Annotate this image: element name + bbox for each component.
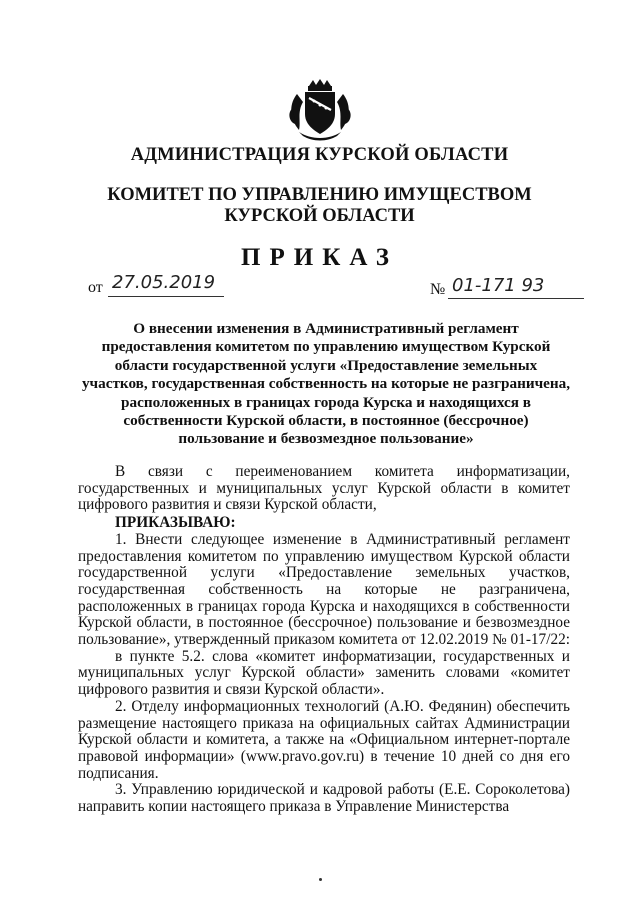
coat-of-arms-emblem (287, 78, 353, 142)
body-text (78, 464, 570, 816)
subject-line: пользование и безвозмездное пользование» (178, 430, 474, 448)
order-word: ПРИКАЗЫВАЮ: (115, 514, 236, 532)
item-1-subparagraph: в пункте 5.2. слова «комитет информатизации, государственных и муниципальных услуг Курской области» заменить словами «комитет цифрового развития и связи Курской области». (78, 647, 570, 699)
subject-line: участков, государственная собственность на которые не разграничена, (81, 375, 571, 393)
subject-line: собственности Курской области, в постоянное (бессрочное) (123, 412, 529, 430)
document-type-title: ПРИКАЗ (241, 244, 398, 271)
date-value: 27.05.2019 (112, 272, 216, 293)
number-underline (448, 298, 584, 299)
intro-paragraph: В связи с переименованием комитета информатизации, государственных и муниципальных услуг Курской области в комитет цифрового развития и связи Курской области, (78, 463, 570, 514)
item-3-paragraph: 3. Управлению юридической и кадровой работы (Е.Е. Сороколетова) направить копии настоящего приказа в Управление Министерства (78, 781, 570, 816)
subject-line: расположенных в границах города Курска и находящихся в (121, 393, 531, 411)
committee-title-line1: КОМИТЕТ ПО УПРАВЛЕНИЮ ИМУЩЕСТВОМ (107, 185, 532, 205)
number-prefix: № (430, 281, 446, 298)
subject-line: области государственной услуги «Предоставление земельных (114, 356, 538, 374)
committee-title-line2: КУРСКОЙ ОБЛАСТИ (224, 206, 415, 226)
subject-line: О внесении изменения в Административный регламент (133, 320, 519, 337)
item-2-paragraph: 2. Отделу информационных технологий (А.Ю. Федянин) обеспечить размещение настоящего приказа на официальных сайтах Администрации Курской области и комитета, а также на «Официальном интернет-портале правовой информации» (www.pravo.gov.ru) в течение 10 дней со дня его подписания. (78, 697, 570, 782)
date-prefix: от (88, 279, 103, 296)
date-underline (108, 296, 224, 297)
subject-block (72, 320, 580, 449)
number-value: 01-171 93 (452, 275, 545, 296)
scan-speck (319, 878, 322, 881)
item-1-paragraph: 1. Внести следующее изменение в Административный регламент предоставления комитетом по управлению имуществом Курской области государственной услуги «Предоставление земельных участков, государственная собственность на которые не разграничена, расположенных в границах города Курска и находящихся в собственности Курской области, в постоянное (бессрочное) пользование и безвозмездное пользование», утвержденный приказом комитета от 12.02.2019 № 01-17/22: (78, 530, 571, 649)
subject-line: предоставления комитетом по управлению имуществом Курской (101, 338, 551, 356)
org-title: АДМИНИСТРАЦИЯ КУРСКОЙ ОБЛАСТИ (130, 145, 509, 165)
